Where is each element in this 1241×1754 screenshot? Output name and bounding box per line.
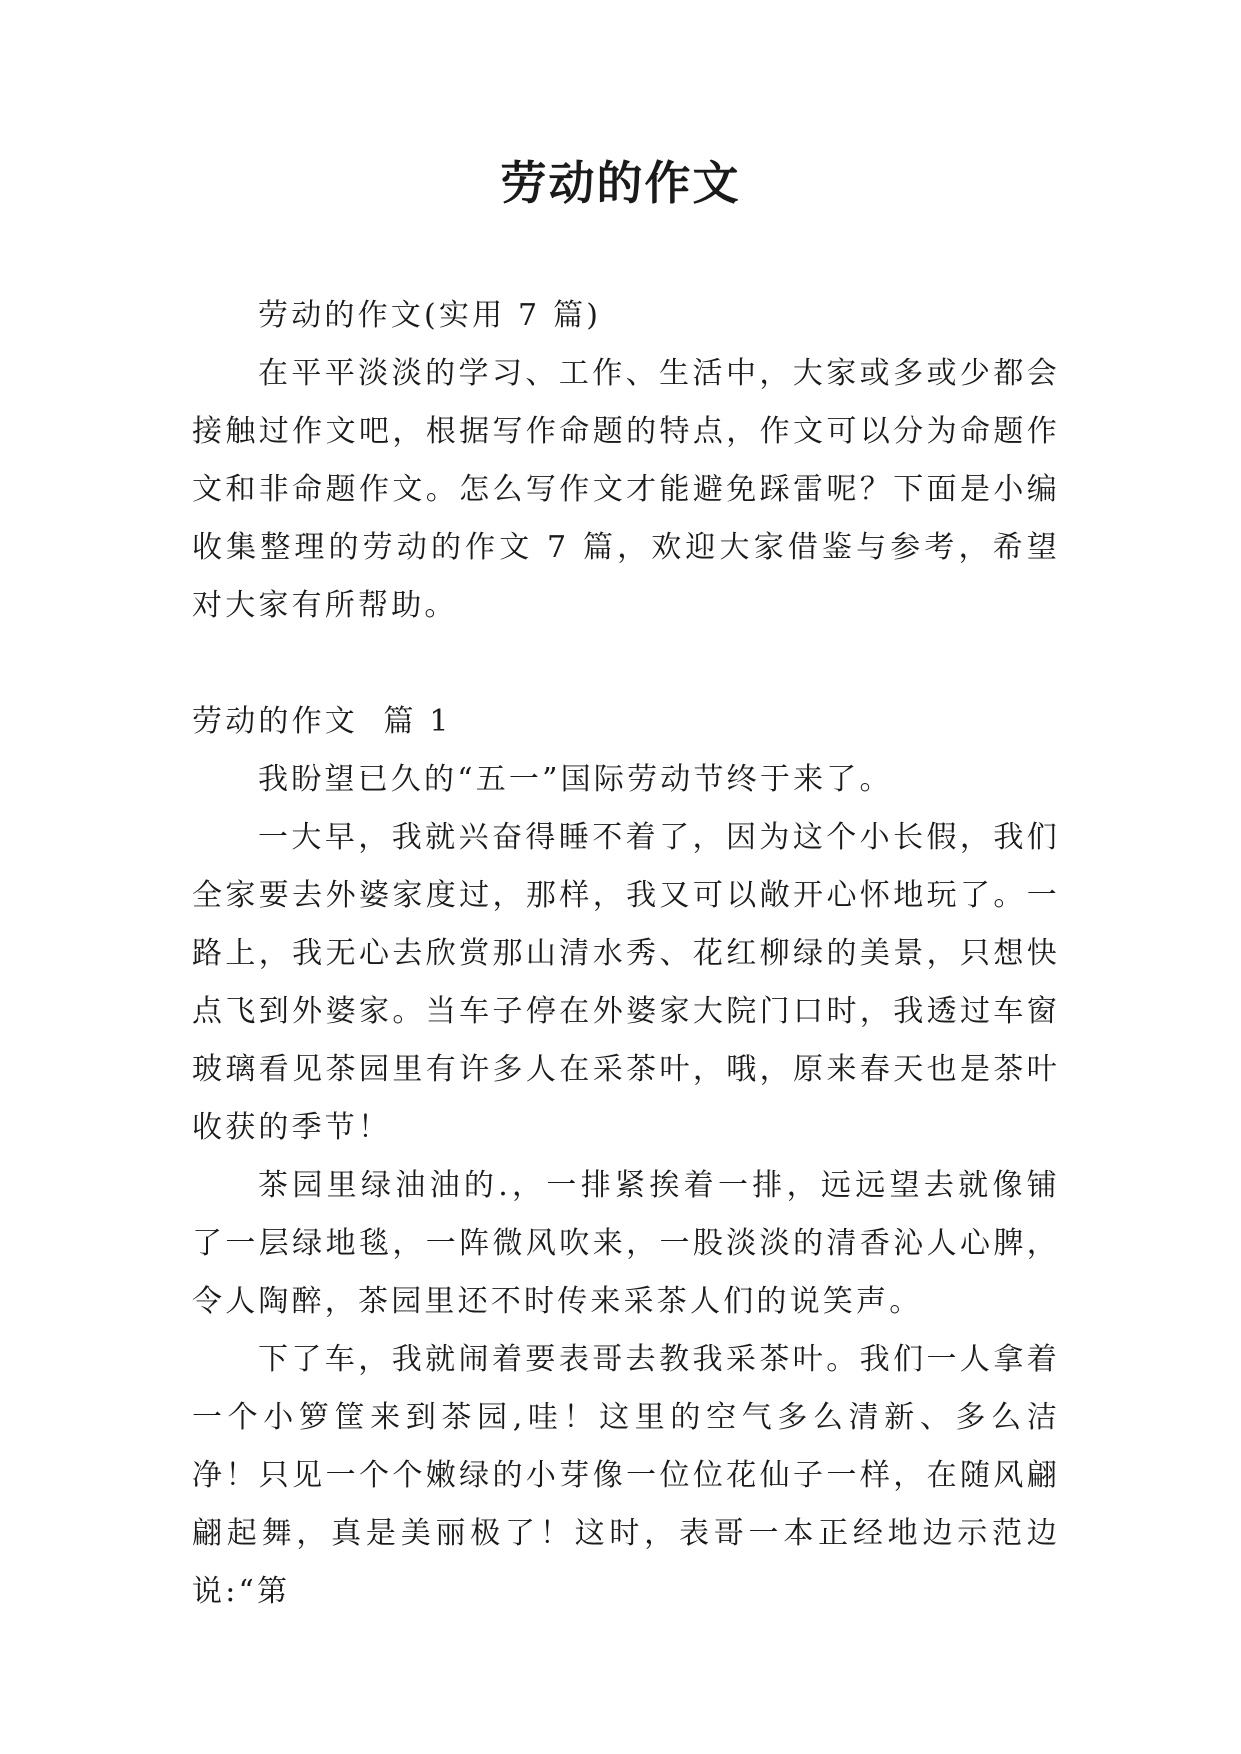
document-title: 劳动的作文 [500, 156, 741, 210]
document-subtitle: 劳动的作文(实用 7 篇) [258, 298, 602, 333]
document-body [192, 287, 1060, 1621]
body-paragraph: 我盼望已久的“五一”国际劳动节终于来了。 [258, 762, 893, 797]
section-heading: 劳动的作文 篇 1 [192, 704, 452, 739]
body-paragraph: 下了车，我就闹着要表哥去教我采茶叶。我们一人拿着一个小箩筐来到茶园,哇！这里的空气多么清新、多么洁净！只见一个个嫩绿的小芽像一位位花仙子一样，在随风翩翩起舞，真是美丽极了！这时，表哥一本正经地边示范边说:“第 [192, 1342, 1060, 1609]
intro-paragraph: 在平平淡淡的学习、工作、生活中，大家或多或少都会接触过作文吧，根据写作命题的特点，作文可以分为命题作文和非命题作文。怎么写作文才能避免踩雷呢？下面是小编收集整理的劳动的作文 7 篇，欢迎大家借鉴与参考，希望对大家有所帮助。 [192, 356, 1060, 623]
body-paragraph: 一大早，我就兴奋得睡不着了，因为这个小长假，我们全家要去外婆家度过，那样，我又可以敞开心怀地玩了。一路上，我无心去欣赏那山清水秀、花红柳绿的美景，只想快点飞到外婆家。当车子停在外婆家大院门口时，我透过车窗玻璃看见茶园里有许多人在采茶叶，哦，原来春天也是茶叶收获的季节！ [192, 820, 1060, 1145]
body-paragraph: 茶园里绿油油的.，一排紧挨着一排，远远望去就像铺了一层绿地毯，一阵微风吹来，一股淡淡的清香沁人心脾，令人陶醉，茶园里还不时传来采茶人们的说笑声。 [192, 1168, 1060, 1319]
